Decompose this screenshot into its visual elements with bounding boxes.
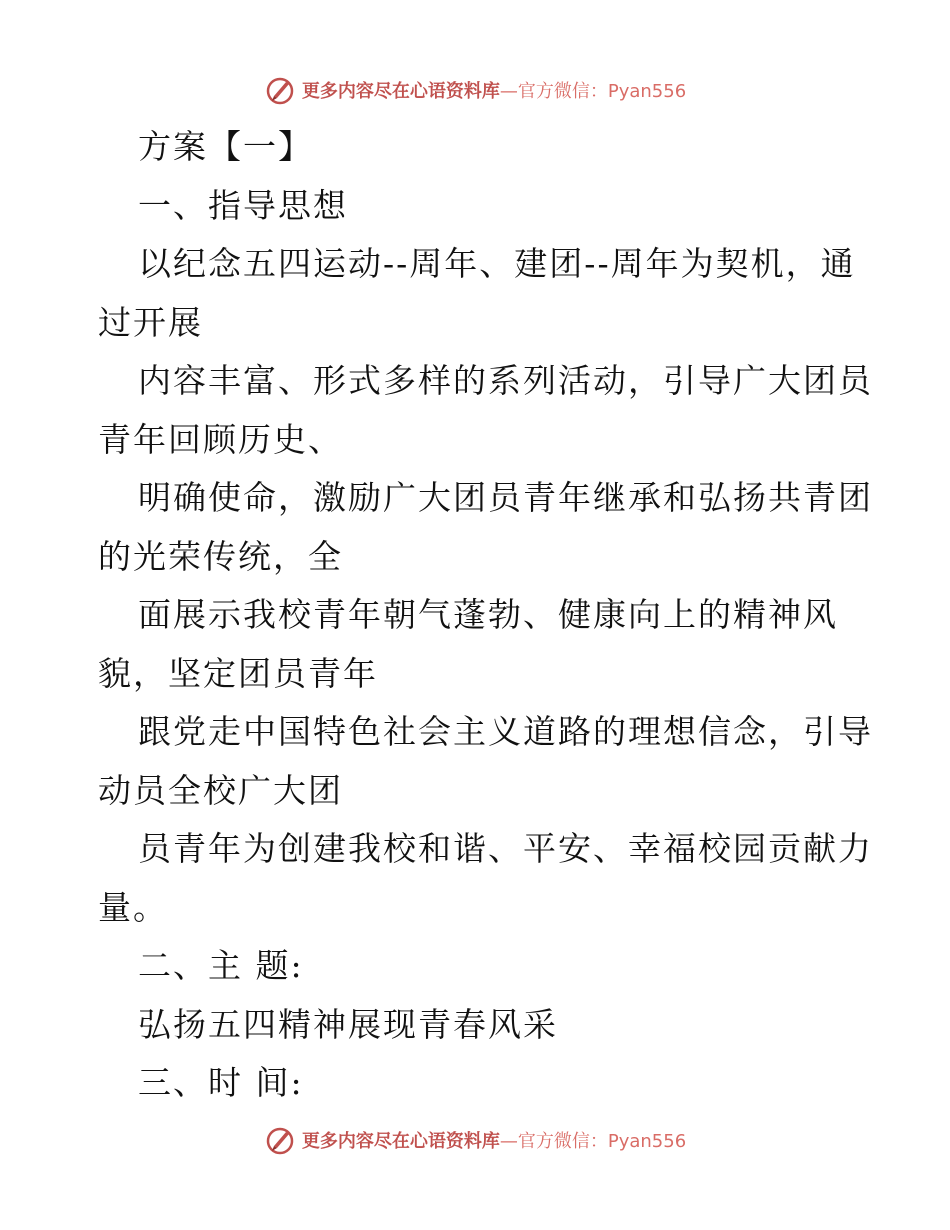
text-line: 明确使命，激励广大团员青年继承和弘扬共青团 (138, 478, 873, 517)
text-line: 过开展 (98, 302, 203, 342)
footer-watermark (0, 1120, 950, 1160)
text-line: 方案【一】 (138, 127, 313, 166)
text-line: 二、主 题: (138, 946, 304, 985)
text-line: 青年回顾历史、 (98, 419, 343, 459)
text-line: 内容丰富、形式多样的系列活动，引导广大团员 (138, 361, 873, 400)
text-line: 三、时 间: (138, 1063, 304, 1102)
watermark-site-name: 更多内容尽在心语资料库 (301, 81, 500, 102)
text-line: 量。 (98, 887, 168, 927)
text-line: 以纪念五四运动--周年、建团--周年为契机，通 (138, 244, 856, 283)
text-line: 弘扬五四精神展现青春风采 (138, 1004, 558, 1044)
document-body (98, 118, 873, 1113)
watermark-site-name: 更多内容尽在心语资料库 (301, 1131, 500, 1152)
quill-pen-logo-icon (264, 74, 296, 106)
text-line: 员青年为创建我校和谐、平安、幸福校园贡献力 (138, 829, 873, 868)
text-line: 跟党走中国特色社会主义道路的理想信念，引导 (138, 712, 873, 751)
quill-pen-logo-icon (264, 1124, 296, 1156)
watermark-wechat: —官方微信：Pyan556 (499, 81, 687, 102)
text-line: 貌，坚定团员青年 (98, 653, 378, 693)
text-line: 一、指导思想 (138, 185, 348, 225)
watermark-wechat: —官方微信：Pyan556 (499, 1131, 687, 1152)
header-watermark (0, 70, 950, 110)
text-line: 的光荣传统，全 (98, 536, 343, 576)
text-line: 动员全校广大团 (98, 770, 343, 810)
text-line: 面展示我校青年朝气蓬勃、健康向上的精神风 (138, 595, 838, 634)
